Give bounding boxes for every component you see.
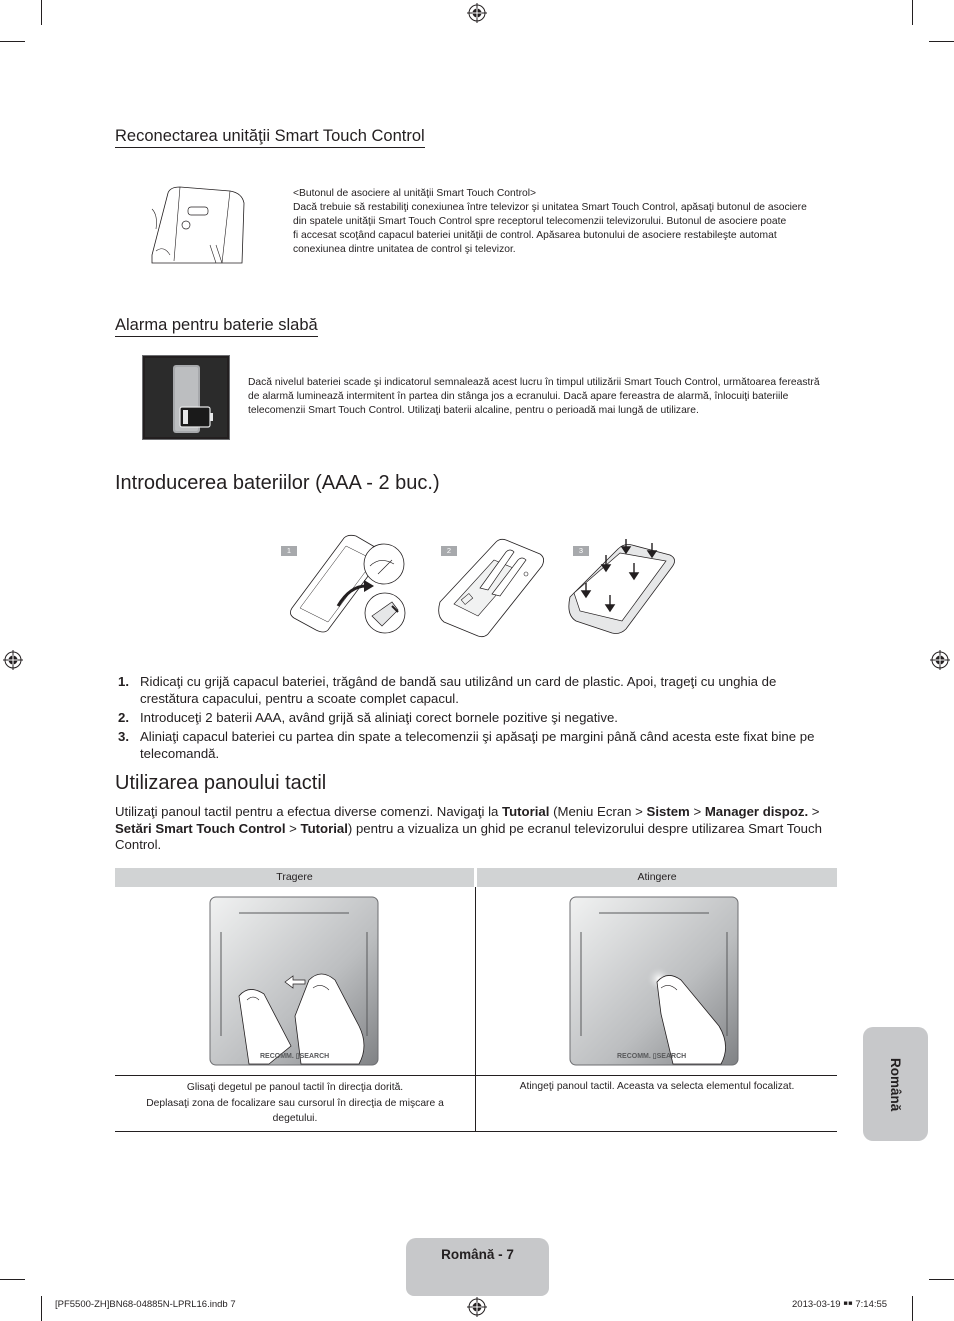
reconnect-caption: <Butonul de asociere al unităţii Smart Touch Control> [293, 188, 537, 199]
search-label: SEARCH [656, 1053, 687, 1060]
reconnect-line: din spatele unităţii Smart Touch Control spre receptorul telecomenzii televizorului. Butonul de asociere poate [293, 216, 787, 227]
menu-path-tutorial: Tutorial [300, 820, 348, 836]
drag-description [115, 1080, 475, 1127]
reconnect-text-block [293, 187, 807, 257]
print-slug-timestamp: 2013-03-19 ￭￭ 7:14:55 [792, 1299, 888, 1310]
touchpad-labels-right: RECOMM. ▯SEARCH [617, 1053, 687, 1060]
step-number: 1. [118, 674, 129, 689]
low-battery-alarm-window-illustration [142, 355, 230, 440]
tap-line: Atingeţi panoul tactil. Aceasta va selecta elementul focalizat. [519, 1081, 795, 1092]
touchpad-drag-illustration [209, 896, 379, 1066]
reconnect-line: conexiunea dintre unitatea de control şi televizor. [293, 244, 516, 255]
intro-text: Control. [115, 837, 162, 852]
intro-text: Utilizaţi panoul tactil pentru a efectua diverse comenzi. Navigaţi la [115, 804, 503, 819]
battery-insertion-illustration [436, 538, 548, 638]
print-slug-file: [PF5500-ZH]BN68-04885N-LPRL16.indb 7 [55, 1299, 236, 1310]
intro-text: > [808, 804, 820, 819]
reconnect-line: Dacă trebuie să restabiliţi conexiunea între televizor şi unitatea Smart Touch Control, apăsaţi butonul de asociere [293, 202, 807, 213]
step-badge: 2 [441, 546, 457, 556]
crop-mark [0, 41, 25, 42]
touchpad-intro [115, 804, 840, 854]
recomm-label: RECOMM. [617, 1053, 651, 1060]
battery-alarm-line: Dacă nivelul bateriei scade şi indicatorul semnalează acest lucru în timpul utilizării Smart Touch Control, următoarea fereastră [248, 377, 820, 388]
language-side-label: Română [888, 1058, 903, 1112]
crop-mark [929, 41, 954, 42]
touchpad-labels-left: RECOMM. ▯SEARCH [260, 1053, 330, 1060]
battery-alarm-line: de alarmă luminează intermitent în partea din stânga jos a ecranului. Dacă apare fereastra de alarmă, înlocuiţi bateriile [248, 391, 789, 402]
page-number: Română - 7 [441, 1247, 514, 1262]
battery-alarm-text-block [248, 376, 820, 418]
table-divider [475, 887, 476, 1132]
crop-mark [912, 1296, 913, 1321]
crop-mark [912, 0, 913, 25]
battery-alarm-line: telecomenzii Smart Touch Control. Utilizaţi baterii alcaline, pentru o perioadă mai lungă de utilizare. [248, 405, 699, 416]
registration-mark-icon [467, 3, 487, 23]
reconnect-line: fi accesat scoţând capacul bateriei unităţii de control. Apăsarea butonului de asociere restabileşte automat [293, 230, 777, 241]
menu-path-system: Sistem [646, 804, 690, 819]
touchpad-tap-illustration [569, 896, 739, 1066]
intro-text: ) pentru a vizualiza un ghid pe ecranul televizorului despre utilizarea Smart Touch [347, 820, 822, 836]
intro-text: (Meniu Ecran > [549, 804, 647, 819]
step-badge: 3 [573, 546, 589, 556]
section-heading-battery-alarm: Alarma pentru baterie slabă [115, 315, 318, 337]
table-divider [115, 1075, 837, 1076]
menu-path-tutorial: Tutorial [502, 804, 550, 819]
registration-mark-icon [930, 650, 950, 670]
table-header-tap: Atingere [477, 868, 837, 887]
drag-line: Glisaţi degetul pe panoul tactil în direcţia dorită. [186, 1082, 404, 1093]
section-heading-reconnect: Reconectarea unităţii Smart Touch Control [115, 126, 425, 148]
drag-line: degetului. [272, 1113, 318, 1124]
tap-description [477, 1080, 837, 1094]
step-badge: 1 [281, 546, 297, 556]
registration-mark-icon [3, 650, 23, 670]
menu-path-device-manager: Manager dispoz. [704, 804, 809, 819]
crop-mark [0, 1279, 25, 1280]
crop-mark [41, 0, 42, 25]
search-label: SEARCH [299, 1053, 330, 1060]
step-number: 2. [118, 710, 129, 725]
intro-text: > [689, 804, 705, 819]
crop-mark [929, 1279, 954, 1280]
battery-cover-closing-illustration [566, 535, 678, 639]
section-heading-batteries: Introducerea bateriilor (AAA - 2 buc.) [115, 472, 440, 494]
step-number: 3. [118, 729, 129, 744]
recomm-label: RECOMM. [260, 1053, 294, 1060]
intro-text: > [285, 820, 301, 836]
remote-pairing-button-illustration [150, 185, 250, 265]
crop-mark [41, 1296, 42, 1321]
menu-path-touch-settings: Setări Smart Touch Control [115, 820, 286, 836]
section-heading-touchpad: Utilizarea panoului tactil [115, 772, 327, 794]
step-line: Ridicaţi cu grijă capacul bateriei, trăgând de bandă sau utilizând un card de plastic. Apoi, trageţi cu unghia de [140, 674, 777, 689]
step-line: telecomandă. [140, 746, 220, 761]
step-line: Aliniaţi capacul bateriei cu partea din spate a telecomenzii şi apăsaţi pe margini până când acesta este fixat bine pe [140, 729, 815, 744]
table-header-drag: Tragere [115, 868, 474, 887]
step-line: Introduceţi 2 baterii AAA, având grijă să aliniaţi corect bornele pozitive şi negative. [140, 710, 618, 725]
drag-line: Deplasaţi zona de focalizare sau cursorul în direcţia de mişcare a [146, 1097, 444, 1109]
battery-cover-removal-illustration [288, 530, 413, 636]
table-divider [115, 1131, 837, 1132]
registration-mark-icon [467, 1297, 487, 1317]
step-line: crestătura capacului, pentru a scoate complet capacul. [140, 691, 459, 706]
